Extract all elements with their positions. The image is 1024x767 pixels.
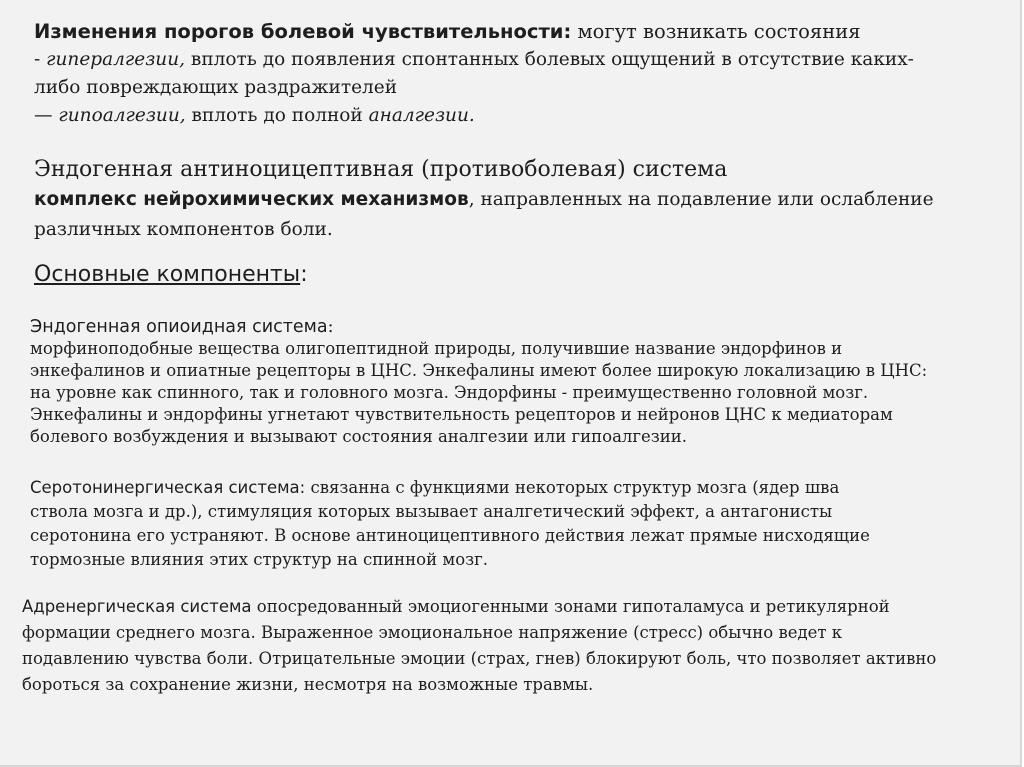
opioid-line: на уровне как спинного, так и головного мозга. Эндорфины - преимущественно головной мозг. <box>30 383 869 402</box>
neurochemical-mechanisms-term: комплекс нейрохимических механизмов <box>34 189 469 210</box>
hypoalgesia-term: гипоалгезии, <box>58 105 186 126</box>
analgesia-term: аналгезии. <box>368 105 475 126</box>
antinociceptive-block <box>34 155 934 245</box>
opioid-heading-line <box>30 316 927 338</box>
antinociceptive-line-2-rest: , направленных на подавление или ослабление <box>468 189 934 210</box>
serotonergic-line: серотонина его устраняют. В основе антиноцицептивного действия лежат прямые нисходящие <box>30 526 870 545</box>
opioid-line: Энкефалины и эндорфины угнетают чувствительность рецепторов и нейронов ЦНС к медиаторам <box>30 405 893 424</box>
adrenergic-line: подавлению чувства боли. Отрицательные эмоции (страх, гнев) блокируют боль, что позволяет активно <box>22 649 937 668</box>
adrenergic-line: бороться за сохранение жизни, несмотря на возможные травмы. <box>22 675 594 694</box>
adrenergic-line-1-rest: опосредованный эмоциогенными зонами гипоталамуса и ретикулярной <box>251 597 890 616</box>
pain-threshold-heading: Изменения порогов болевой чувствительности: <box>34 20 572 43</box>
opioid-heading: Эндогенная опиоидная система <box>30 317 328 337</box>
serotonergic-heading: Серотонинергическая система: <box>30 478 306 497</box>
main-components-colon: : <box>300 262 308 287</box>
opioid-line: энкефалинов и опиатные рецепторы в ЦНС. Энкефалины имеют более широкую локализацию в ЦНС: <box>30 361 928 380</box>
antinociceptive-line-3: различных компонентов боли. <box>34 219 333 240</box>
main-components-heading <box>34 262 308 287</box>
adrenergic-system-block <box>22 594 936 698</box>
antinociceptive-line-2 <box>34 185 934 215</box>
hyperalgesia-term: гипералгезии, <box>46 49 186 70</box>
serotonergic-line-1-rest: связанна с функциями некоторых структур мозга (ядер шва <box>305 478 840 497</box>
dash: - <box>34 49 47 70</box>
pain-threshold-block <box>34 18 914 130</box>
opioid-line: морфиноподобные вещества олигопептидной природы, получившие название эндорфинов и <box>30 339 843 358</box>
pain-threshold-line-1 <box>34 18 914 46</box>
opioid-line: болевого возбуждения и вызывают состояния аналгезии или гипоалгезии. <box>30 427 688 446</box>
serotonergic-line: тормозные влияния этих структур на спинной мозг. <box>30 550 489 569</box>
antinociceptive-heading: Эндогенная антиноцицептивная (противоболевая) система <box>34 157 728 182</box>
serotonergic-system-block <box>30 476 870 572</box>
hyperalgesia-line-2: либо повреждающих раздражителей <box>34 77 398 98</box>
hypoalgesia-text: вплоть до полной <box>185 105 369 126</box>
pain-threshold-heading-rest: могут возникать состояния <box>571 20 861 43</box>
hyperalgesia-text: вплоть до появления спонтанных болевых ощущений в отсутствие каких- <box>185 49 914 70</box>
serotonergic-line: ствола мозга и др.), стимуляция которых вызывает аналгетический эффект, а антагонисты <box>30 502 833 521</box>
adrenergic-line-1 <box>22 594 936 620</box>
adrenergic-line: формации среднего мозга. Выраженное эмоциональное напряжение (стресс) обычно ведет к <box>22 623 843 642</box>
hypoalgesia-line <box>34 102 914 130</box>
opioid-colon: : <box>327 317 334 337</box>
opioid-system-block <box>30 316 927 448</box>
em-dash: — <box>34 105 59 126</box>
adrenergic-heading: Адренергическая система <box>22 597 252 616</box>
hyperalgesia-line <box>34 46 914 74</box>
main-components-title: Основные компоненты <box>34 262 301 287</box>
serotonergic-line-1 <box>30 476 870 500</box>
